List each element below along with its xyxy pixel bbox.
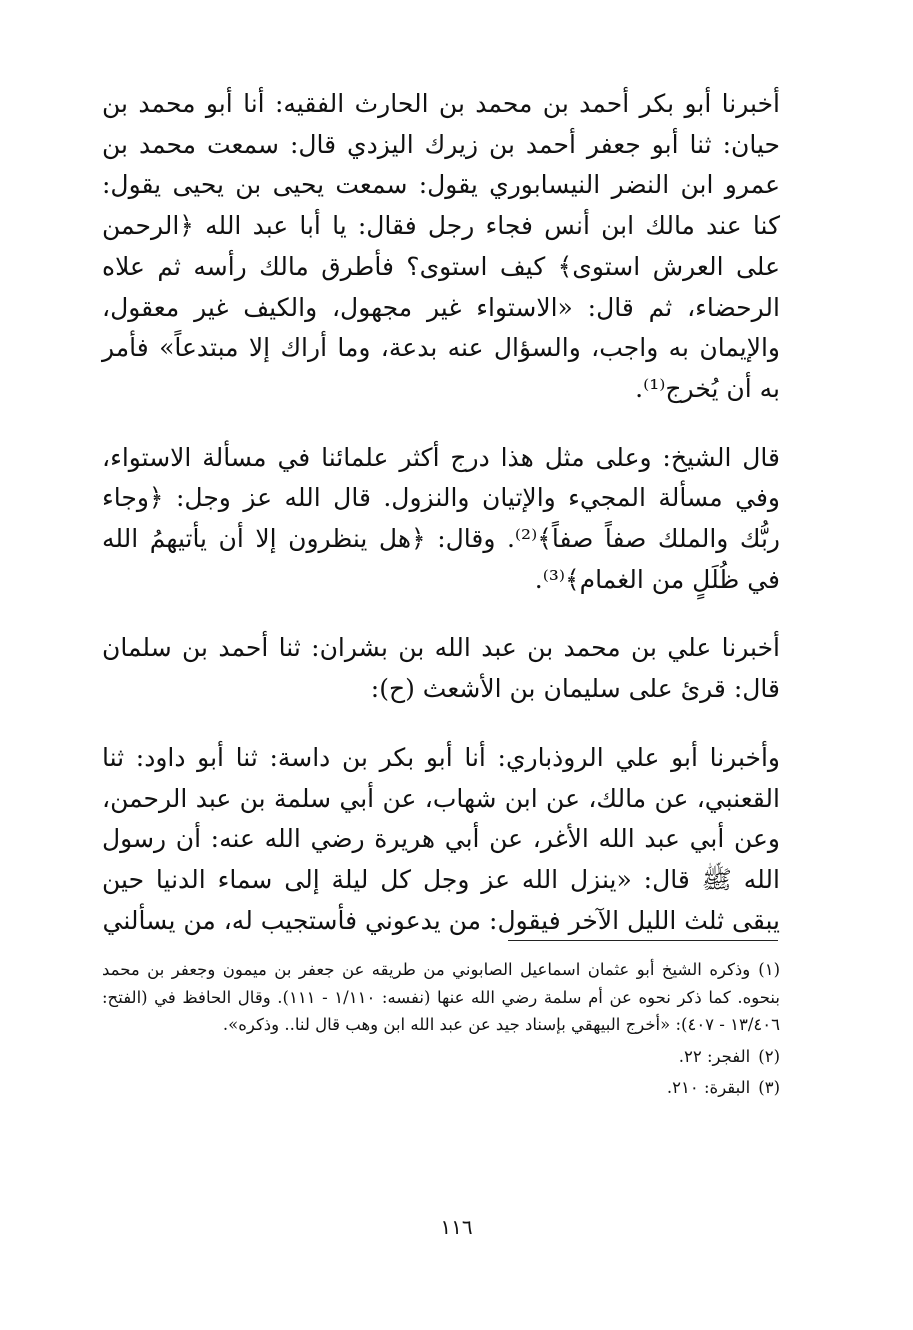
footnote-number: (٢) xyxy=(758,1046,780,1066)
footnotes xyxy=(102,956,780,1106)
footnote-number: (١) xyxy=(758,960,780,979)
footnote-item xyxy=(102,956,780,1039)
paragraph-gap xyxy=(102,410,780,438)
page-number: ١١٦ xyxy=(440,1215,473,1239)
footnote-text: وذكره الشيخ أبو عثمان اسماعيل الصابوني من طريقه عن جعفر بن ميمون وجعفر بن محمد بنحوه. كما ذكر نحوه عن أم سلمة رضي الله عنها (نفسه: ١/١١٠ - ١١١). وقال الحافظ في (الفتح: ١٣/٤٠٦ - ٤٠٧): «أخرج البيهقي بإسناد جيد عن عبد الله ابن وهب قال لنا.. وذكره». xyxy=(102,960,780,1034)
main-text xyxy=(102,84,780,941)
paragraph-gap xyxy=(102,600,780,628)
footnote-text: البقرة: ٢١٠. xyxy=(666,1078,751,1097)
paragraph-bishran-chain: أخبرنا علي بن محمد بن عبد الله بن بشران: ثنا أحمد بن سلمان قال: قرئ على سليمان بن الأشعث (ح): xyxy=(102,633,780,704)
paragraph-sheikh-comment: قال الشيخ: وعلى مثل هذا درج أكثر علمائنا في مسألة الاستواء، وفي مسألة المجيء والإتيان والنزول. قال الله عز وجل: ﴿وجاء ربُّك والملك صفاً صفاً﴾⁽²⁾. وقال: ﴿هل ينظرون إلا أن يأتيهمُ الله في ظُلَلٍ من الغمام﴾⁽³⁾. xyxy=(102,442,780,594)
footnote-number: (٣) xyxy=(758,1078,780,1097)
paragraph-nuzul-hadith: وأخبرنا أبو علي الروذباري: أنا أبو بكر بن داسة: ثنا أبو داود: ثنا القعنبي، عن مالك، عن ابن شهاب، عن أبي سلمة بن عبد الرحمن، وعن أبي عبد الله الأغر، عن أبي هريرة رضي الله عنه: أن رسول الله ﷺ قال: «ينزل الله عز وجل كل ليلة إلى سماء الدنيا حين يبقى ثلث الليل الآخر فيقول: من يدعوني فأستجيب له، من يسألني xyxy=(102,742,780,935)
footnote-item xyxy=(102,1043,780,1071)
footnote-divider xyxy=(508,940,778,941)
paragraph-gap xyxy=(102,710,780,738)
footnote-text: الفجر: ٢٢. xyxy=(678,1046,751,1066)
footnote-item xyxy=(102,1074,780,1102)
paragraph-malik-narration: أخبرنا أبو بكر أحمد بن محمد بن الحارث الفقيه: أنا أبو محمد بن حيان: ثنا أبو جعفر أحمد بن زيرك اليزدي قال: سمعت محمد بن عمرو ابن النضر النيسابوري يقول: سمعت يحيى بن يحيى يقول: كنا عند مالك ابن أنس فجاء رجل فقال: يا أبا عبد الله ﴿الرحمن على العرش استوى﴾ كيف استوى؟ فأطرق مالك رأسه ثم علاه الرحضاء، ثم قال: «الاستواء غير مجهول، والكيف غير معقول، والإيمان به واجب، والسؤال عنه بدعة، وما أراك إلا مبتدعاً» فأمر به أن يُخرج⁽¹⁾. xyxy=(102,89,780,403)
